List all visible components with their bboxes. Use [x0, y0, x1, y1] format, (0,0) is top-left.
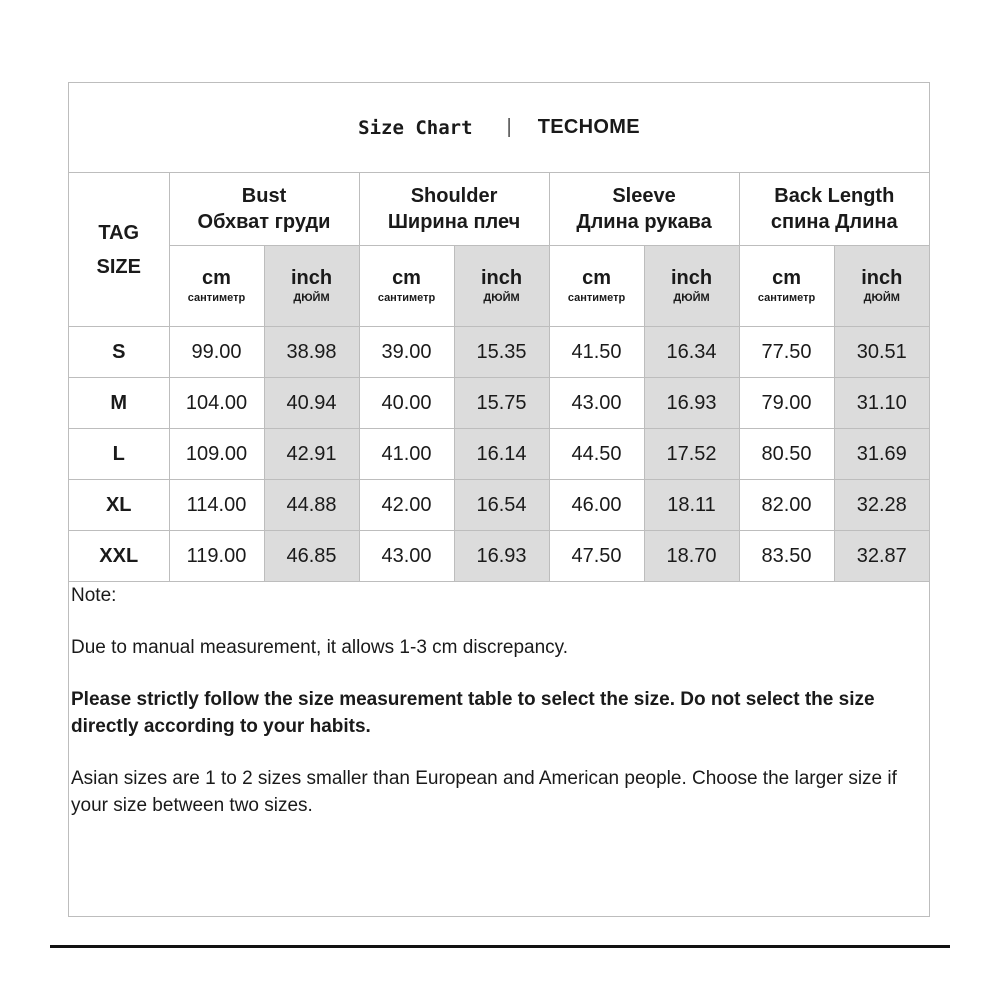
unit-label: inch: [290, 267, 333, 289]
note-asian-sizes: Asian sizes are 1 to 2 sizes smaller than European and American people. Choose the larger size if your size between two sizes.: [71, 768, 897, 816]
cm-value-cell: 42.00: [359, 480, 454, 531]
cm-value-cell: 77.50: [739, 327, 834, 378]
sleeve-header: [549, 173, 739, 246]
bust-header: [169, 173, 359, 246]
unit-label-ru: сантиметр: [187, 292, 246, 304]
unit-label-ru: ДЮЙМ: [483, 292, 520, 304]
cm-value-cell: 39.00: [359, 327, 454, 378]
table-row: [69, 531, 929, 582]
group-header-en: Bust: [241, 185, 287, 207]
inch-value-cell: 31.69: [834, 429, 929, 480]
brand-name: TECHOME: [537, 116, 640, 138]
unit-label-ru: ДЮЙМ: [863, 292, 900, 304]
size-table: [69, 173, 929, 582]
cm-value-cell: 119.00: [169, 531, 264, 582]
inch-value-cell: 18.70: [644, 531, 739, 582]
cm-value-cell: 109.00: [169, 429, 264, 480]
table-row: [69, 429, 929, 480]
chart-title-row: [69, 83, 929, 173]
cm-value-cell: 83.50: [739, 531, 834, 582]
size-label: M: [69, 378, 169, 429]
inch-value-cell: 16.54: [454, 480, 549, 531]
inch-value-cell: 16.14: [454, 429, 549, 480]
unit-label-ru: ДЮЙМ: [673, 292, 710, 304]
table-row: [69, 480, 929, 531]
group-header-ru: Обхват груди: [197, 211, 331, 233]
cm-value-cell: 43.00: [359, 531, 454, 582]
inch-value-cell: 32.87: [834, 531, 929, 582]
cm-unit-header: [739, 246, 834, 327]
cm-value-cell: 46.00: [549, 480, 644, 531]
inch-value-cell: 15.35: [454, 327, 549, 378]
unit-header-row: [69, 246, 929, 327]
bottom-divider: [50, 945, 950, 948]
inch-value-cell: 31.10: [834, 378, 929, 429]
unit-label: cm: [582, 267, 611, 289]
inch-value-cell: 15.75: [454, 378, 549, 429]
inch-value-cell: 38.98: [264, 327, 359, 378]
unit-label-ru: сантиметр: [377, 292, 436, 304]
cm-value-cell: 40.00: [359, 378, 454, 429]
cm-unit-header: [549, 246, 644, 327]
inch-unit-header: [264, 246, 359, 327]
group-header-en: Shoulder: [410, 185, 498, 207]
unit-label-ru: ДЮЙМ: [293, 292, 330, 304]
cm-value-cell: 47.50: [549, 531, 644, 582]
group-header-en: Sleeve: [612, 185, 676, 207]
title-separator: |: [506, 116, 512, 138]
table-row: [69, 378, 929, 429]
note-follow-table: Please strictly follow the size measurement table to select the size. Do not select the size directly according to your habits.: [71, 689, 875, 737]
unit-label: cm: [392, 267, 421, 289]
cm-value-cell: 99.00: [169, 327, 264, 378]
shoulder-header: [359, 173, 549, 246]
inch-value-cell: 40.94: [264, 378, 359, 429]
inch-value-cell: 16.93: [644, 378, 739, 429]
tag-header-line2: SIZE: [96, 255, 141, 278]
size-rows: [69, 327, 929, 582]
inch-value-cell: 16.93: [454, 531, 549, 582]
tag-size-header: [69, 173, 169, 327]
inch-value-cell: 17.52: [644, 429, 739, 480]
inch-value-cell: 46.85: [264, 531, 359, 582]
unit-label: inch: [480, 267, 523, 289]
back-length-header: [739, 173, 929, 246]
note-measurement: Due to manual measurement, it allows 1-3 cm discrepancy.: [71, 637, 569, 658]
cm-unit-header: [359, 246, 454, 327]
cm-unit-header: [169, 246, 264, 327]
inch-value-cell: 18.11: [644, 480, 739, 531]
unit-label-ru: сантиметр: [567, 292, 626, 304]
cm-value-cell: 44.50: [549, 429, 644, 480]
group-header-ru: спина Длина: [770, 211, 898, 233]
group-header-en: Back Length: [774, 185, 895, 207]
inch-value-cell: 44.88: [264, 480, 359, 531]
note-title: Note:: [71, 585, 117, 606]
group-header-ru: Длина рукава: [576, 211, 712, 233]
tag-header-line1: TAG: [98, 221, 140, 244]
unit-label: cm: [202, 267, 231, 289]
group-header-ru: Ширина плеч: [387, 211, 521, 233]
unit-label-ru: сантиметр: [757, 292, 816, 304]
unit-label: cm: [772, 267, 801, 289]
notes-section: [71, 582, 931, 819]
unit-label: inch: [670, 267, 713, 289]
inch-value-cell: 32.28: [834, 480, 929, 531]
cm-value-cell: 43.00: [549, 378, 644, 429]
cm-value-cell: 82.00: [739, 480, 834, 531]
inch-value-cell: 42.91: [264, 429, 359, 480]
unit-label: inch: [861, 267, 903, 289]
size-label: L: [69, 429, 169, 480]
inch-unit-header: [454, 246, 549, 327]
inch-value-cell: 16.34: [644, 327, 739, 378]
cm-value-cell: 41.00: [359, 429, 454, 480]
size-label: XXL: [69, 531, 169, 582]
chart-title: Size Chart: [358, 116, 473, 139]
inch-value-cell: 30.51: [834, 327, 929, 378]
cm-value-cell: 79.00: [739, 378, 834, 429]
table-row: [69, 327, 929, 378]
group-header-row: [69, 173, 929, 246]
cm-value-cell: 104.00: [169, 378, 264, 429]
inch-unit-header: [644, 246, 739, 327]
inch-unit-header: [834, 246, 929, 327]
size-label: XL: [69, 480, 169, 531]
cm-value-cell: 80.50: [739, 429, 834, 480]
size-label: S: [69, 327, 169, 378]
cm-value-cell: 114.00: [169, 480, 264, 531]
cm-value-cell: 41.50: [549, 327, 644, 378]
